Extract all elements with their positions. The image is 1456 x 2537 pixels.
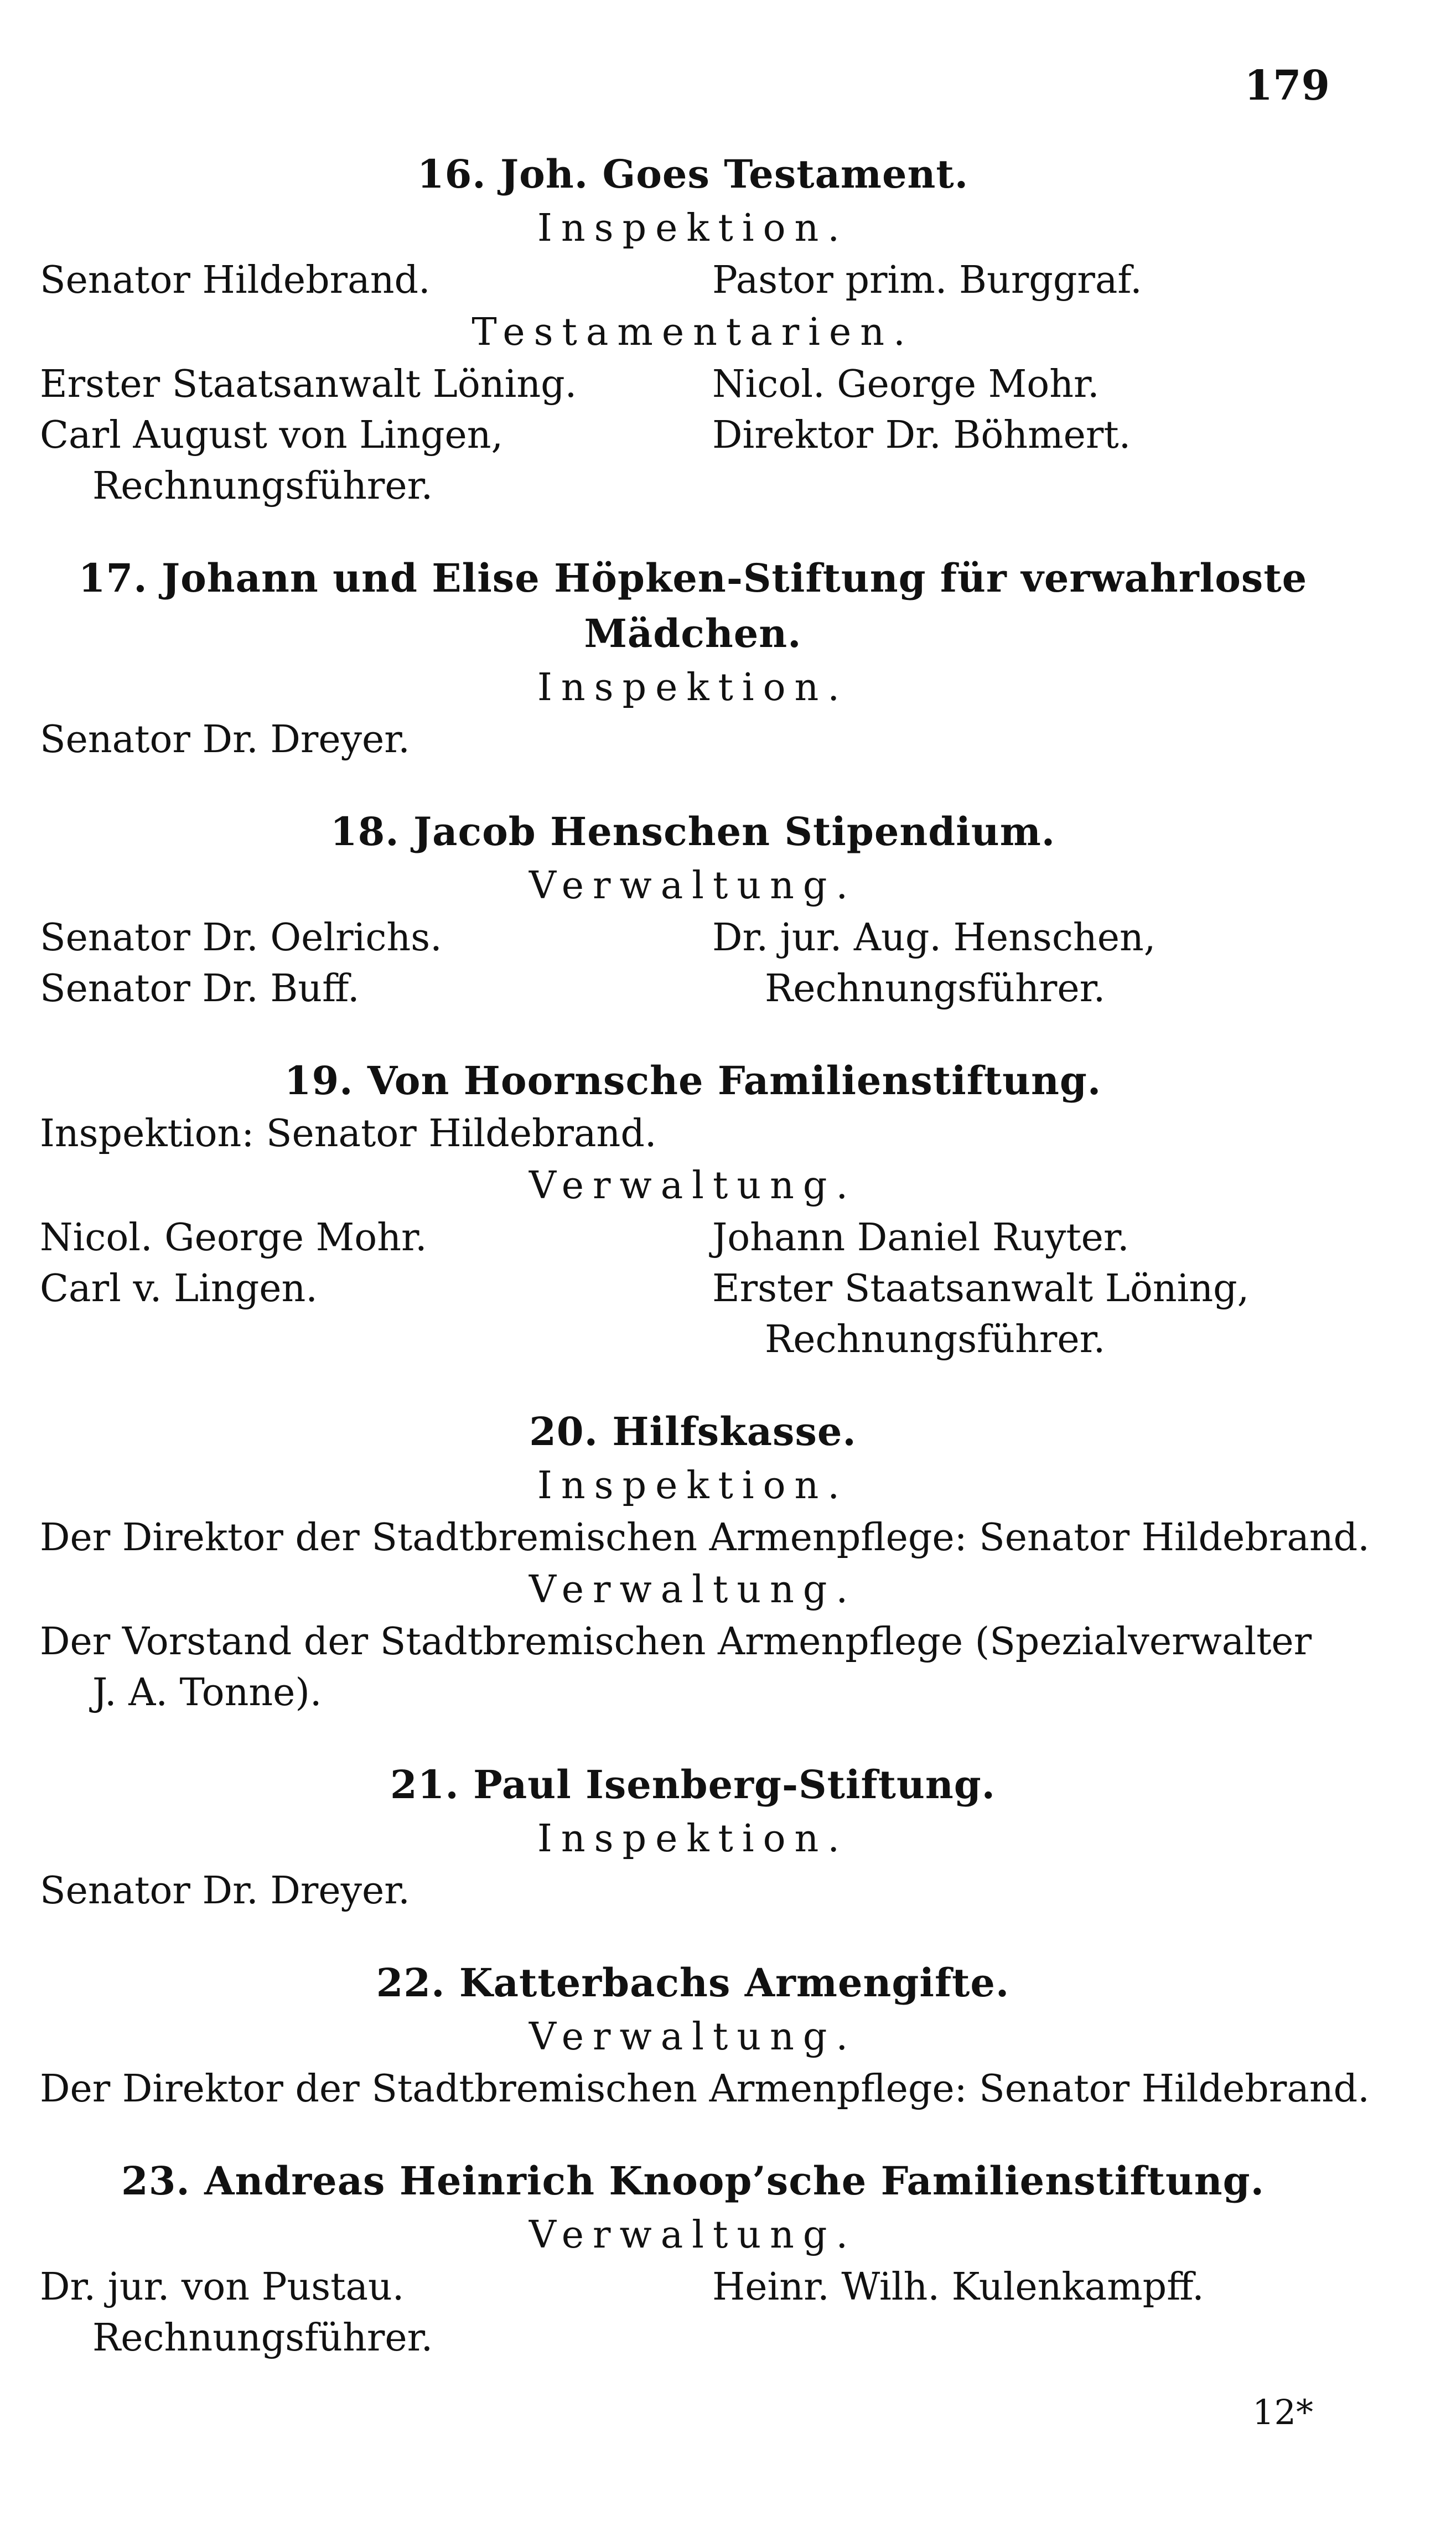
section-19 bbox=[40, 1053, 1346, 1365]
entry-row bbox=[40, 359, 1346, 410]
entry-right: Direktor Dr. Böhmert. bbox=[712, 413, 1131, 457]
entry-row bbox=[40, 913, 1346, 964]
entry-row bbox=[40, 2262, 1346, 2313]
subheading-inspektion: Inspektion. bbox=[537, 206, 848, 250]
subheading-verwaltung: Verwaltung. bbox=[528, 2213, 857, 2257]
entry-left: Senator Dr. Buff. bbox=[40, 967, 360, 1011]
entry-line: Rechnungsführer. bbox=[92, 2316, 433, 2360]
section-20 bbox=[40, 1404, 1370, 1718]
section-heading: 23. Andreas Heinrich Knoop’sche Familienstiftung. bbox=[121, 2158, 1265, 2204]
entry-left: Erster Staatsanwalt Löning. bbox=[40, 363, 577, 406]
entry-left: Carl August von Lingen, bbox=[40, 413, 504, 457]
section-heading: 16. Joh. Goes Testament. bbox=[417, 151, 969, 197]
page-content bbox=[40, 147, 1370, 2403]
subheading-verwaltung: Verwaltung. bbox=[528, 2015, 857, 2059]
subheading-inspektion: Inspektion. bbox=[537, 666, 848, 710]
subheading-inspektion: Inspektion. bbox=[537, 1817, 848, 1861]
section-heading: 18. Jacob Henschen Stipendium. bbox=[330, 809, 1056, 855]
subheading-verwaltung: Verwaltung. bbox=[528, 1568, 857, 1612]
entry-row bbox=[40, 255, 1346, 306]
entry-left bbox=[40, 1314, 712, 1365]
entry-row bbox=[40, 410, 1346, 461]
entry-right: Heinr. Wilh. Kulenkampff. bbox=[712, 2265, 1204, 2309]
entry-right: Pastor prim. Burggraf. bbox=[712, 258, 1142, 302]
entry-left: Nicol. George Mohr. bbox=[40, 1216, 427, 1260]
entry-right: Nicol. George Mohr. bbox=[712, 363, 1100, 406]
entry-right: Erster Staatsanwalt Löning, bbox=[712, 1267, 1250, 1311]
section-heading: 22. Katterbachs Armengifte. bbox=[376, 1960, 1010, 2006]
entry-left: Carl v. Lingen. bbox=[40, 1267, 318, 1311]
entry-line: Der Direktor der Stadtbremischen Armenpflege: Senator Hildebrand. bbox=[40, 1516, 1370, 1560]
entry-line: Senator Dr. Dreyer. bbox=[40, 718, 410, 762]
subheading-testamentarien: Testamentarien. bbox=[471, 310, 914, 354]
entry-row bbox=[40, 964, 1346, 1014]
entry-row bbox=[40, 1264, 1346, 1314]
entry-left: Senator Dr. Oelrichs. bbox=[40, 916, 442, 960]
section-heading: 17. Johann und Elise Höpken-Stiftung für verwahrloste Mädchen. bbox=[78, 555, 1308, 656]
entry-left: Senator Hildebrand. bbox=[40, 258, 431, 302]
entry-line: Senator Dr. Dreyer. bbox=[40, 1869, 410, 1913]
section-22 bbox=[40, 1955, 1370, 2115]
entry-line: Der Direktor der Stadtbremischen Armenpflege: Senator Hildebrand. bbox=[40, 2067, 1370, 2111]
subheading-inspektion: Inspektion. bbox=[537, 1464, 848, 1508]
entry-line: J. A. Tonne). bbox=[92, 1671, 322, 1715]
entry-right: Rechnungsführer. bbox=[765, 967, 1106, 1011]
subheading-verwaltung: Verwaltung. bbox=[528, 1164, 857, 1208]
section-16 bbox=[40, 147, 1346, 512]
section-23 bbox=[40, 2153, 1346, 2364]
entry-right: Johann Daniel Ruyter. bbox=[712, 1216, 1129, 1260]
section-21 bbox=[40, 1757, 1346, 1917]
section-heading: 19. Von Hoornsche Familienstiftung. bbox=[284, 1058, 1102, 1104]
section-heading: 20. Hilfskasse. bbox=[529, 1409, 857, 1454]
entry-line: Der Vorstand der Stadtbremischen Armenpflege (Spezialverwalter bbox=[40, 1620, 1312, 1664]
section-17 bbox=[40, 551, 1346, 765]
section-heading: 21. Paul Isenberg-Stiftung. bbox=[390, 1762, 996, 1808]
entry-row bbox=[40, 1213, 1346, 1264]
entry-left: Dr. jur. von Pustau. bbox=[40, 2265, 405, 2309]
entry-right: Dr. jur. Aug. Henschen, bbox=[712, 916, 1156, 960]
signature-mark: 12* bbox=[1252, 2392, 1313, 2432]
subheading-verwaltung: Verwaltung. bbox=[528, 864, 857, 908]
entry-line: Rechnungsführer. bbox=[92, 464, 433, 508]
entry-row bbox=[40, 1314, 1346, 1365]
entry-right: Rechnungsführer. bbox=[765, 1318, 1106, 1361]
entry-line: Inspektion: Senator Hildebrand. bbox=[40, 1112, 657, 1156]
page-number: 179 bbox=[1244, 62, 1330, 110]
section-18 bbox=[40, 804, 1346, 1014]
